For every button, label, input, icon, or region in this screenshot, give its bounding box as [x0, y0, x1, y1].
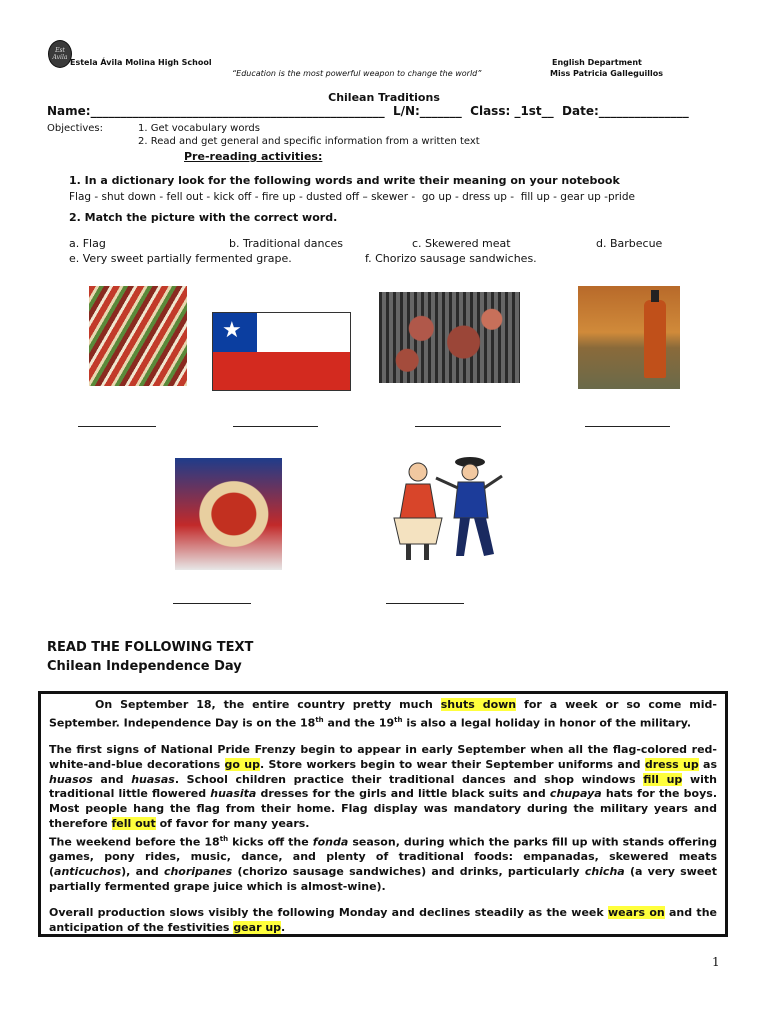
traditional-dance-image	[376, 448, 510, 570]
school-name: Estela Ávila Molina High School	[70, 58, 212, 67]
skewered-meat-image	[89, 286, 187, 386]
choripan-image	[175, 458, 282, 570]
objectives-label: Objectives:	[47, 123, 103, 134]
option-d: d. Barbecue	[596, 237, 663, 250]
barbecue-image	[379, 292, 520, 383]
option-f: f. Chorizo sausage sandwiches.	[365, 252, 537, 265]
student-info-line: Name:_________________________________________________ L/N:_______ Class: _1st__ Date:_______________	[47, 104, 689, 118]
paragraph-1: On September 18, the entire country pretty much shuts down for a week or so come mid-September. Independence Day is on the 18th and the 19th is also a legal holiday in honor of the military.	[49, 698, 717, 730]
reading-subheading: Chilean Independence Day	[47, 659, 242, 674]
page-title: Chilean Traditions	[328, 91, 440, 104]
answer-blank[interactable]	[386, 603, 464, 604]
reading-text-box	[38, 691, 728, 937]
question-1: 1. In a dictionary look for the following words and write their meaning on your notebook	[69, 174, 620, 187]
school-motto: “Education is the most powerful weapon to change the world”	[232, 69, 482, 78]
answer-blank[interactable]	[585, 426, 670, 427]
option-c: c. Skewered meat	[412, 237, 511, 250]
answer-blank[interactable]	[415, 426, 501, 427]
answer-blank[interactable]	[233, 426, 318, 427]
answer-blank[interactable]	[173, 603, 251, 604]
objective-1: 1. Get vocabulary words	[138, 123, 260, 134]
prereading-heading: Pre-reading activities:	[184, 150, 323, 163]
page-number: 1	[712, 955, 720, 969]
star-icon: ★	[222, 318, 242, 343]
teacher-name: Miss Patricia Galleguillos	[550, 69, 664, 78]
reading-heading: READ THE FOLLOWING TEXT	[47, 640, 254, 655]
question-2: 2. Match the picture with the correct word.	[69, 211, 338, 224]
school-logo	[48, 40, 72, 68]
chilean-flag-image	[212, 312, 351, 391]
option-a: a. Flag	[69, 237, 106, 250]
option-e: e. Very sweet partially fermented grape.	[69, 252, 292, 265]
option-b: b. Traditional dances	[229, 237, 343, 250]
paragraph-3: The weekend before the 18th kicks off the fonda season, during which the parks fill up with stands offering games, pony rides, music, dance, and plenty of traditional foods: empanadas, skewered meats (anticuchos), and choripanes (chorizo sausage sandwiches) and drinks, particularly chicha (a very sweet partially fermented grape juice which is almost-wine).	[49, 835, 718, 894]
paragraph-4: Overall production slows visibly the following Monday and declines steadily as the week wears on and the anticipation of the festivities gear up.	[49, 906, 717, 934]
department-name: English Department	[552, 58, 642, 67]
logo-text: Est Avila	[52, 47, 68, 61]
chicha-bottle-image	[578, 286, 680, 389]
answer-blank[interactable]	[78, 426, 156, 427]
vocabulary-list: Flag - shut down - fell out - kick off - fire up - dusted off – skewer - go up - dress up - fill up - gear up -pride	[69, 191, 635, 203]
objective-2: 2. Read and get general and specific information from a written text	[138, 136, 480, 147]
paragraph-2: The first signs of National Pride Frenzy begin to appear in early September when all the flag-colored red-white-and-blue decorations go up. Store workers begin to wear their September uniforms and dress up as huasos and huasas. School children practice their traditional dances and shop windows fill up with traditional little flowered huasita dresses for the girls and little black suits and chupaya hats for the boys. Most people hang the flag from their home. Flag display was mandatory during the military years and therefore fell out of favor for many years.	[49, 743, 718, 830]
